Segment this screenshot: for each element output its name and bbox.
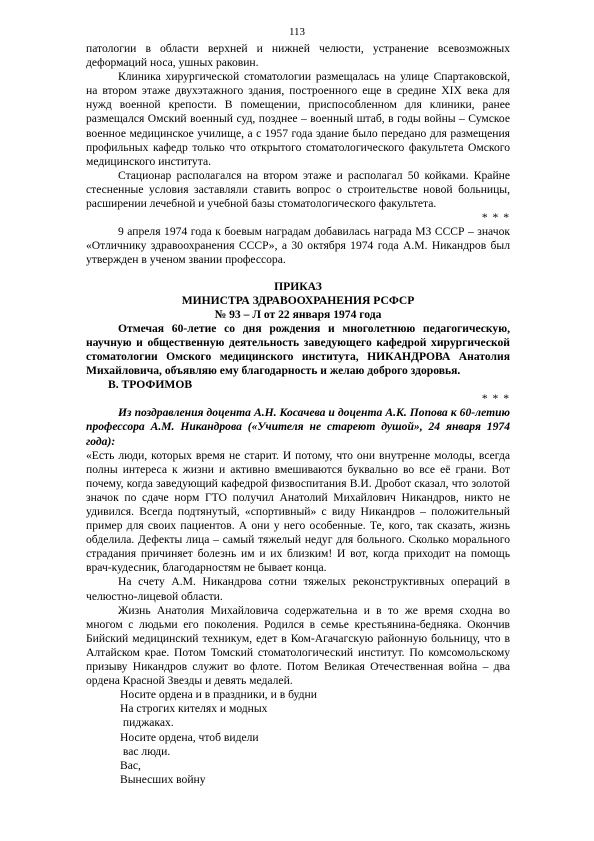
order-number: № 93 – Л от 22 января 1974 года: [214, 307, 382, 321]
order-issuer: МИНИСТРА ЗДРАВООХРАНЕНИЯ РСФСР: [181, 293, 415, 307]
page-content: [86, 42, 510, 787]
poem: [120, 688, 510, 787]
poem-line: Вас,: [120, 758, 141, 772]
poem-line: Носите ордена и в праздники, и в будни: [120, 688, 317, 702]
paragraph-continuation: патологии в области верхней и нижней челюсти, устранение всевозможных деформаций носа, ушных раковин.: [86, 42, 510, 70]
congratulation-heading: Из поздравления доцента А.Н. Косачева и доцента А.К. Попова к 60-летию профессора А.М. Никандрова («Учителя не стареют душой», 24 января 1974 года):: [86, 406, 510, 448]
section-separator: * * *: [481, 211, 510, 225]
paragraph-hospital: Стационар располагался на втором этаже и располагал 50 койками. Крайне стесненные условия заставляли ставить вопрос о строительстве новой больницы, расширении лечебной и учебной базы стоматологического факультета.: [86, 168, 510, 211]
order-signature: В. ТРОФИМОВ: [108, 378, 193, 392]
poem-line: Носите ордена, чтоб видели: [120, 730, 259, 744]
poem-line: Вынесших войну: [120, 772, 206, 786]
order-text: Отмечая 60-летие со дня рождения и многолетнюю педагогическую, научную и общественную деятельность заведующего кафедрой хирургической стоматологии Омского медицинского института, НИКАНДРОВА Анатолия Михайловича, объявляю ему благодарность и желаю доброго здоровья.: [86, 321, 510, 378]
paragraph-clinic-location: Клиника хирургической стоматологии размещалась на улице Спартаковской, на втором этаже двухэтажного здания, построенного еще в средине XIX века для нужд военной крепости. В помещении, приспособленном для клиники, ранее размещался Омский военный суд, позднее – военный штаб, в годы войны – Сумское военное медицинское училище, а с 1957 года здание было передано для размещения профильных кафедр только что открытого стоматологического факультета Омского медицинского института.: [86, 70, 510, 168]
poem-line: вас люди.: [120, 744, 171, 758]
order-title: ПРИКАЗ: [274, 279, 322, 293]
poem-line: пиджаках.: [120, 716, 174, 730]
congratulation-paragraph-1: «Есть люди, которых время не старит. И потому, что они внутренне молоды, всегда полны интереса к жизни и активно вмешиваются буквально во все её грани. Вот почему, когда заведующий кафедрой физвоспитания В.И. Дробот сказал, что золотой значок по сдаче норм ГТО получил Анатолий Михайлович Никандров, никто не удивился. Всегда подтянутый, «спортивный» с виду Никандров – положительный пример для своих пациентов. А они у него особенные. Те, кого, так сказать, жизнь обделила. Дефекты лица – самый тяжелый недуг для больного. Сколько морального страдания причиняет болезнь им и их близким! И вот, когда приходит на помощь врач-кудесник, благодарностям не бывает конца.: [86, 448, 510, 575]
page-number: 113: [288, 26, 306, 38]
poem-line: На строгих кителях и модных: [120, 702, 268, 716]
congratulation-paragraph-3: Жизнь Анатолия Михайловича содержательна и в то же время сходна во многом с людьми его поколения. Родился в семье крестьянина-бедняка. Окончив Бийский медицинский техникум, едет в Ком-Агачагскую районную больницу, что в Алтайском крае. Потом Томский стоматологический институт. По комсомольскому призыву Никандров служит во флоте. Потом Великая Отечественная война – два ордена Красной Звезды и девять медалей.: [86, 603, 510, 688]
congratulation-paragraph-2: На счету А.М. Никандрова сотни тяжелых реконструктивных операций в челюстно-лицевой области.: [86, 575, 510, 603]
paragraph-award: 9 апреля 1974 года к боевым наградам добавилась награда МЗ СССР – значок «Отличнику здравоохранения СССР», а 30 октября 1974 года А.М. Никандров был утвержден в ученом звании профессора.: [86, 225, 510, 267]
section-separator-2: * * *: [481, 392, 510, 406]
